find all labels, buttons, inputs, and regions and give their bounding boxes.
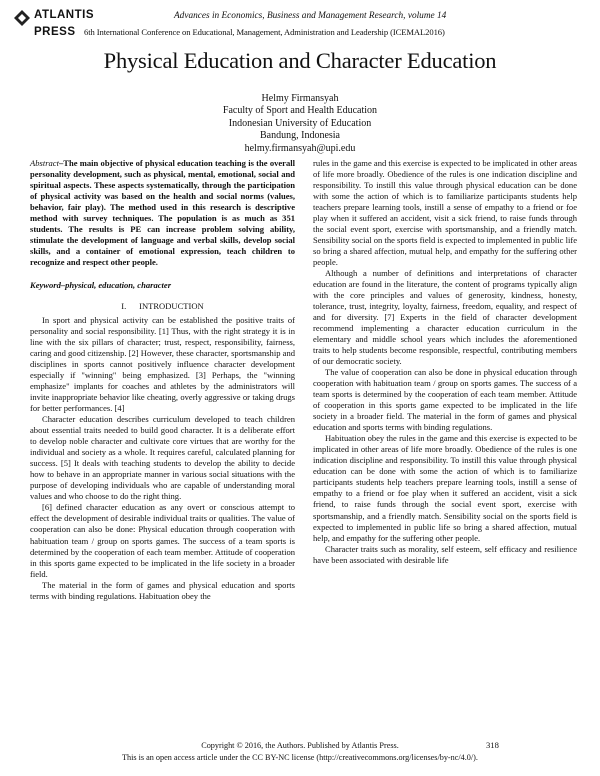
- body-paragraph: Character traits such as morality, self esteem, self efficacy and resilience have been associated with desirable life: [313, 543, 577, 565]
- author-name: Helmy Firmansyah: [261, 93, 339, 104]
- right-column: [313, 158, 577, 566]
- page-footer: [0, 740, 600, 764]
- publisher-name-line1: ATLANTIS: [34, 9, 95, 21]
- body-paragraph: Although a number of definitions and interpretations of character education are found in the literature, the content of programs typically align with the core principles and values of generosity, kindness, honesty, tolerance, trust, integrity, loyalty, fairness, freedom, equality, and respect of and for diversity. [7] Experts in the field of character development recommend implementing a character education curriculum in the elementary and middle school years which includes the aforementioned traits to help students become responsible, respectful, contributing members of our democratic society.: [313, 268, 577, 367]
- abstract-text: –The main objective of physical education teaching is the overall personality development, such as physical, mental, emotional, social and spiritual aspects. These aspects systematically, through the participation of physical activity was based on the health and social norms (values, behavior, fair play). The method used in this research is descriptive method with survey techniques. The population is as much as 351 students. The results is PE can increase problem solving ability, stimulate the development of language and verbal skills, develop social skills, and a container of emotional expression, teach children to recognize and respect other people.: [30, 158, 295, 268]
- author-faculty: Faculty of Sport and Health Education: [222, 105, 378, 117]
- abstract: [30, 158, 295, 268]
- section-heading: [30, 301, 295, 312]
- body-paragraph: rules in the game and this exercise is expected to be implicated in other areas of life more broadly. Obedience of the rules is one indication discipline and responsibility. To instill this value through physical education can be done with some the action of which is to familiarize participants students help teachers prepare learning tools, instill a sense of empathy to a friend or foe play when it suffered an accident, visit a sick friend, to raise funds through the social event sport, exercise with sportsmanship, and a friendly match. Sensibility social on the sports field is expected to implemented in public life so bring a shared affection, mutual help, and empathy for the suffering other people.: [313, 158, 577, 268]
- author-city: Bandung, Indonesia: [260, 130, 340, 142]
- author-block: [0, 93, 600, 155]
- conference-header: 6th International Conference on Educational, Management, Administration and Leadership (ICEMAL2016): [84, 27, 445, 37]
- copyright-notice: Copyright © 2016, the Authors. Published by Atlantis Press.: [201, 741, 399, 750]
- body-paragraph: Character education describes curriculum developed to teach children about essential traits needed to build good character. It is a deliberate effort to develop noble character and cultivate core virtues that are worthy for the individual and society as a whole. It requires careful, calculated planning for success. [5] It deals with teaching students to develop the ability to decide how to behave in an appropriate manner in various social situations with the purpose of developing individuals who are capable of understanding moral values and who choose to do the right thing.: [30, 414, 295, 502]
- page-number: 318: [486, 740, 499, 750]
- publisher-name-line2: PRESS: [34, 26, 76, 38]
- body-paragraph: Habituation obey the rules in the game and this exercise is expected to be implicated in other areas of life more broadly. Obedience of the rules is one indication discipline and responsibility. To instill this value through physical education can be done with some the action of which is to familiarize participants students help teachers prepare learning tools, instill a sense of empathy to a friend or foe play when it suffered an accident, visit a sick friend, to raise funds through the social event sport, exercise with sportsmanship, and a friendly match. Sensibility social on the sports field is expected to implemented in public life so bring a shared affection, mutual help, and empathy for the suffering other people.: [313, 433, 577, 543]
- journal-header: Advances in Economics, Business and Management Research, volume 14: [174, 11, 447, 21]
- author-email[interactable]: helmy.firmansyah@upi.edu: [244, 142, 356, 154]
- section-number: I.: [121, 301, 127, 312]
- abstract-label: Abstract: [30, 158, 59, 168]
- atlantis-logo-icon: [14, 10, 30, 26]
- keywords: Keyword–physical, education, character: [30, 280, 172, 291]
- license-notice[interactable]: This is an open access article under the CC BY-NC license (http://creativecommons.org/licenses/by-nc/4.0/).: [122, 753, 478, 762]
- publisher-logo: [14, 8, 95, 44]
- body-paragraph: [6] defined character education as any overt or conscious attempt to effect the development of desirable individual traits or qualities. The value of cooperation can also be done: Physical education through cooperation with habituation team / group on sports games. The success of a team sports is determined by the cooperation of each team member. Attitude of cooperation in this sports game expected to be implicated in the life society in a broader field.: [30, 502, 295, 579]
- author-university: Indonesian University of Education: [228, 117, 372, 129]
- body-paragraph: In sport and physical activity can be established the positive traits of personality and social responsibility. [1] Thus, with the right strategy it is in line with the six pillars of character; trust, respect, responsibility, fairness, caring and good citizenship. [2] However, these character, sportsmanship and disciplines in sports cannot positively influence character development especially if "winning" being emphasized. [3] Perhaps, the "winning emphasize" implants for coaches and athletes by the administrators will invite inappropriate behavior like cheating, overly aggressive or taking drugs for better performances. [4]: [30, 315, 295, 414]
- body-paragraph: The material in the form of games and physical education and sports terms with binding regulations. Habituation obey the: [30, 579, 295, 601]
- left-column: [30, 158, 295, 602]
- body-paragraph: The value of cooperation can also be done in physical education through cooperation with habituation team / group on sports games. The success of a team sports is determined by the cooperation of each team member. Attitude of cooperation in this sports game expected to be implicated in the life society in a broader field. The material in the form of games and physical education and sports terms with binding regulations.: [313, 367, 577, 433]
- section-title: INTRODUCTION: [139, 301, 204, 312]
- paper-title: Physical Education and Character Education: [103, 48, 497, 73]
